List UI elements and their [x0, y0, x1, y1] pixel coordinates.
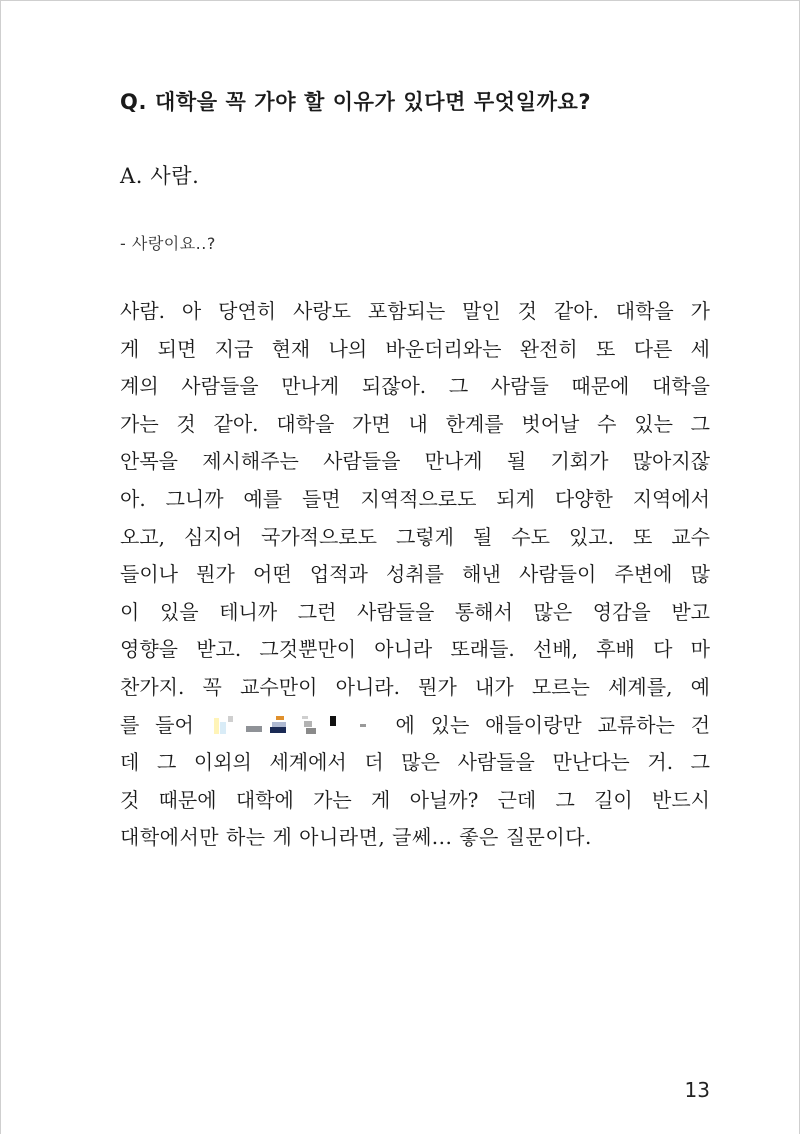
- body-line: 사람. 아 당연히 사랑도 포함되는 말인 것 같아. 대학을 가: [120, 299, 710, 323]
- body-line: 계의 사람들을 만나게 되잖아. 그 사람들 때문에 대학을: [120, 374, 710, 399]
- body-line: 들이나 뭔가 어떤 업적과 성취를 해낸 사람들이 주변에 많: [120, 562, 710, 587]
- question-heading: Q. 대학을 꼭 가야 할 이유가 있다면 무엇일까요?: [120, 90, 592, 114]
- body-line: 찬가지. 꼭 교수만이 아니라. 뭔가 내가 모르는 세계를, 예: [120, 674, 710, 699]
- body-line: 이 있을 테니까 그런 사람들을 통해서 많은 영감을 받고: [120, 599, 710, 624]
- body-line-segment: 를 들어: [120, 712, 194, 737]
- body-line: 것 때문에 대학에 가는 게 아닐까? 근데 그 길이 반드시: [120, 787, 710, 812]
- body-line: 데 그 이외의 세계에서 더 많은 사람들을 만난다는 거. 그: [120, 750, 710, 775]
- redaction-mosaic: [210, 716, 380, 736]
- body-line-segment: 에 있는 애들이랑만 교류하는 건: [395, 712, 711, 737]
- body-line: 안목을 제시해주는 사람들을 만나게 될 기회가 많아지잖: [120, 449, 710, 474]
- body-line: 게 되면 지금 현재 나의 바운더리와는 완전히 또 다른 세: [120, 336, 710, 361]
- body-line-with-redaction: [120, 707, 710, 745]
- page-number: 13: [684, 1078, 710, 1102]
- interviewer-aside: - 사랑이요..?: [120, 234, 216, 253]
- answer-heading: A. 사람.: [120, 164, 200, 188]
- body-paragraph: [120, 293, 710, 857]
- body-line: 가는 것 같아. 대학을 가면 내 한계를 벗어날 수 있는 그: [120, 411, 710, 436]
- body-line: 대학에서만 하는 게 아니라면, 글쎄... 좋은 질문이다.: [120, 825, 592, 850]
- body-line: 아. 그니까 예를 들면 지역적으로도 되게 다양한 지역에서: [120, 486, 710, 511]
- body-line: 영향을 받고. 그것뿐만이 아니라 또래들. 선배, 후배 다 마: [120, 637, 710, 662]
- body-line: 오고, 심지어 국가적으로도 그렇게 될 수도 있고. 또 교수: [120, 524, 710, 549]
